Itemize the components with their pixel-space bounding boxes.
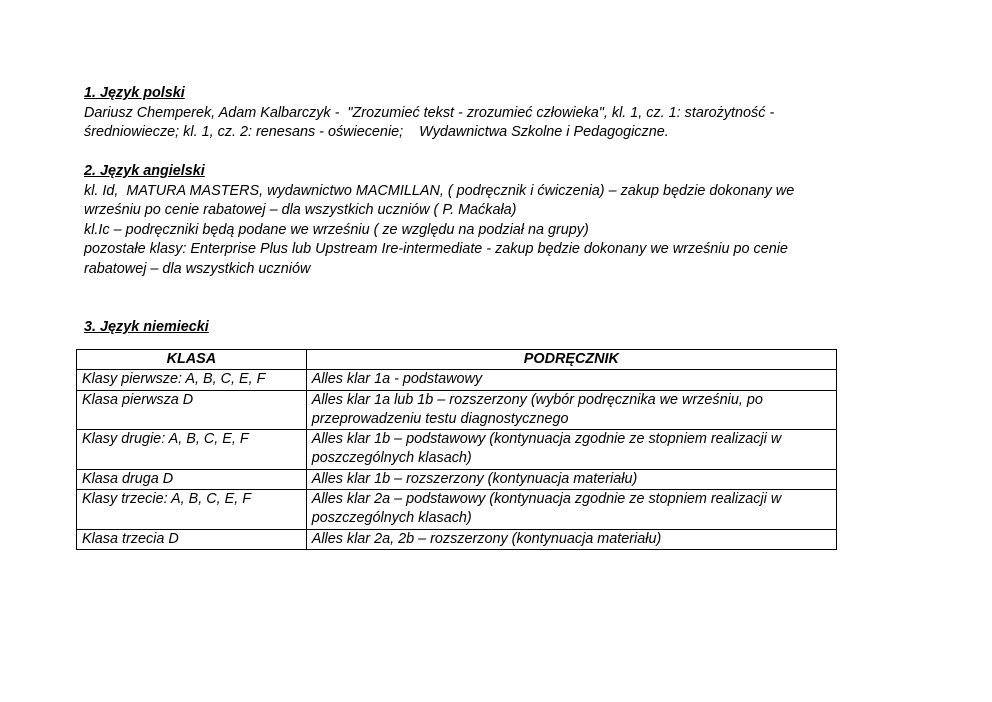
- column-header-podrecznik: PODRĘCZNIK: [306, 350, 836, 370]
- textbook-cell: Alles klar 1b – rozszerzony (kontynuacja materiału): [306, 469, 836, 489]
- section-heading: 3. Język niemiecki: [84, 319, 209, 335]
- class-cell: Klasy drugie: A, B, C, E, F: [77, 430, 307, 470]
- textbook-cell: Alles klar 2a, 2b – rozszerzony (kontynuacja materiału): [306, 529, 836, 549]
- column-header-klasa: KLASA: [77, 350, 307, 370]
- text-line: rabatowej – dla wszystkich uczniów: [84, 260, 311, 277]
- class-cell: Klasa pierwsza D: [77, 390, 307, 430]
- table-row: [77, 370, 837, 390]
- table-row: [77, 390, 837, 430]
- section-heading: 1. Język polski: [84, 85, 185, 101]
- text-line: pozostałe klasy: Enterprise Plus lub Upstream Ire-intermediate - zakup będzie dokonany we wrześniu po cenie: [84, 241, 788, 257]
- text-line: kl. Id, MATURA MASTERS, wydawnictwo MACMILLAN, ( podręcznik i ćwiczenia) – zakup będzie dokonany we: [84, 182, 795, 199]
- class-cell: Klasy pierwsze: A, B, C, E, F: [77, 370, 307, 390]
- table-row: [77, 529, 837, 549]
- textbook-cell: Alles klar 1b – podstawowy (kontynuacja zgodnie ze stopniem realizacji w poszczególnych klasach): [306, 430, 836, 470]
- section-german: [84, 318, 884, 338]
- section-polish: [84, 84, 884, 143]
- table-header-row: [77, 350, 837, 370]
- text-line: Dariusz Chemperek, Adam Kalbarczyk - "Zrozumieć tekst - zrozumieć człowieka", kl. 1, cz. 1: starożytność -: [84, 104, 775, 121]
- table-row: [77, 490, 837, 530]
- textbook-cell: Alles klar 1a lub 1b – rozszerzony (wybór podręcznika we wrześniu, po przeprowadzeniu testu diagnostycznego: [306, 390, 836, 430]
- text-line: wrześniu po cenie rabatowej – dla wszystkich uczniów ( P. Maćkała): [84, 202, 517, 218]
- table-row: [77, 469, 837, 489]
- textbook-cell: Alles klar 2a – podstawowy (kontynuacja zgodnie ze stopniem realizacji w poszczególnych klasach): [306, 490, 836, 530]
- section-heading: 2. Język angielski: [84, 163, 205, 179]
- section-english: [84, 162, 884, 279]
- text-line: kl.Ic – podręczniki będą podane we wrześniu ( ze względu na podział na grupy): [84, 221, 589, 238]
- textbook-table: [76, 349, 837, 550]
- text-line: średniowiecze; kl. 1, cz. 2: renesans - oświecenie; Wydawnictwa Szkolne i Pedagogiczne.: [84, 124, 669, 140]
- class-cell: Klasa trzecia D: [77, 529, 307, 549]
- document-page: [84, 84, 884, 338]
- table-row: [77, 430, 837, 470]
- textbook-cell: Alles klar 1a - podstawowy: [306, 370, 836, 390]
- class-cell: Klasa druga D: [77, 469, 307, 489]
- class-cell: Klasy trzecie: A, B, C, E, F: [77, 490, 307, 530]
